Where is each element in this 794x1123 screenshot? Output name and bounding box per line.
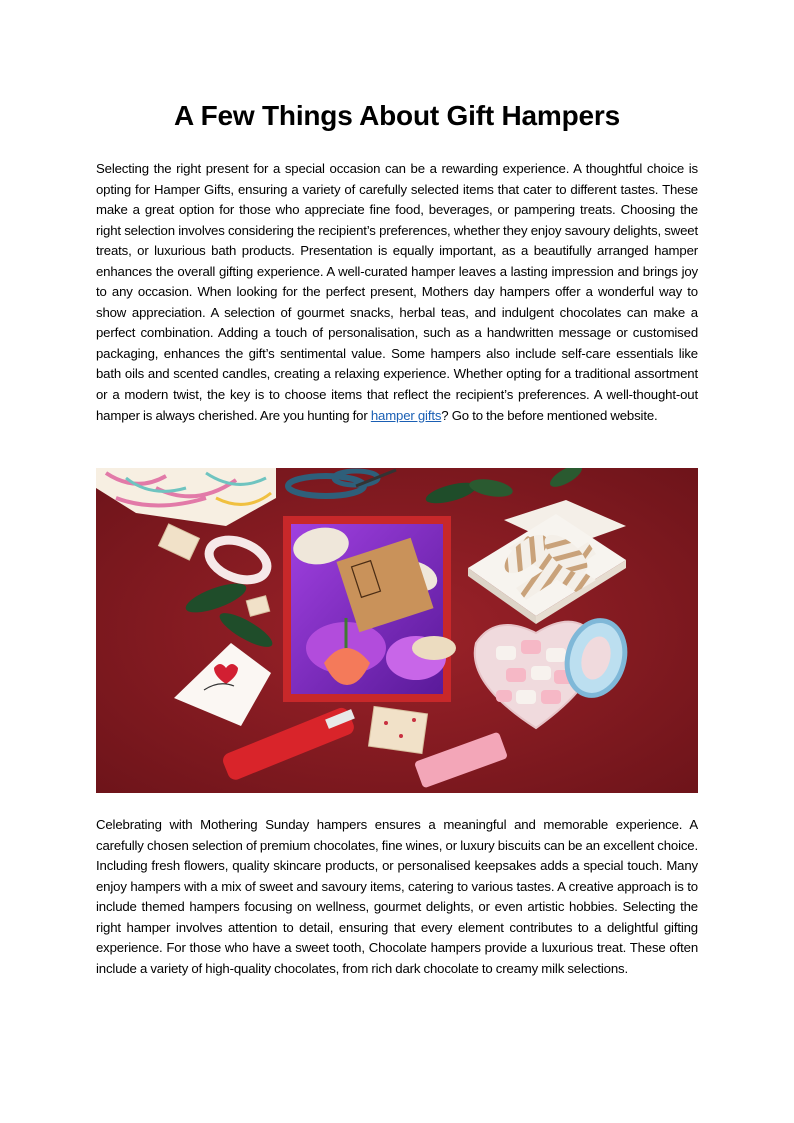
- red-gift-box: [283, 516, 456, 702]
- paragraph-intro-tail: ? Go to the before mentioned website.: [441, 407, 658, 423]
- paragraph-intro: [96, 159, 698, 426]
- document-title: A Few Things About Gift Hampers: [174, 100, 620, 131]
- gift-hamper-photo: [96, 468, 698, 793]
- hamper-gifts-link[interactable]: hamper gifts: [370, 407, 442, 423]
- paragraph-intro-text: Selecting the right present for a special occasion can be a rewarding experience. A thoughtful choice is opting for Hamper Gifts, ensuring a variety of carefully selected items that cater to different tastes. These make a great option for those who appreciate fine food, beverages, or pampering treats. Choosing the right selection involves considering the recipient’s preferences, whether they enjoy savoury delights, sweet treats, or luxurious bath products. Presentation is equally important, as a beautifully arranged hamper enhances the overall gifting experience. A well-curated hamper leaves a lasting impression and brings joy to any occasion. When looking for the perfect present, Mothers day hampers offer a wonderful way to show appreciation. A selection of gourmet snacks, herbal teas, and indulgent chocolates can make a perfect combination. Adding a touch of personalisation, such as a handwritten message or customised packaging, enhances the gift’s sentimental value. Some hampers also include self-care essentials like bath oils and scented candles, creating a relaxing experience. Whether opting for a traditional assortment or a modern twist, the key is to choose items that reflect the recipient’s preferences. A well-thought-out hamper is always cherished. Are you hunting for: [96, 161, 698, 423]
- gift-hamper-illustration: [96, 468, 698, 793]
- paragraph-mothering-sunday: Celebrating with Mothering Sunday hampers ensures a meaningful and memorable experience. A carefully chosen selection of premium chocolates, fine wines, or luxury biscuits can be an excellent choice. Including fresh flowers, quality skincare products, or personalised keepsakes adds a special touch. Many enjoy hampers with a mix of sweet and savoury items, catering to various tastes. A creative approach is to include themed hampers focusing on wellness, gourmet delights, or even artistic hobbies. Selecting the right hamper involves attention to detail, ensuring that every element contributes to a delightful gifting experience. For those who have a sweet tooth, Chocolate hampers provide a luxurious treat. These often include a variety of high-quality chocolates, from rich dark chocolate to creamy milk selections.: [96, 817, 698, 976]
